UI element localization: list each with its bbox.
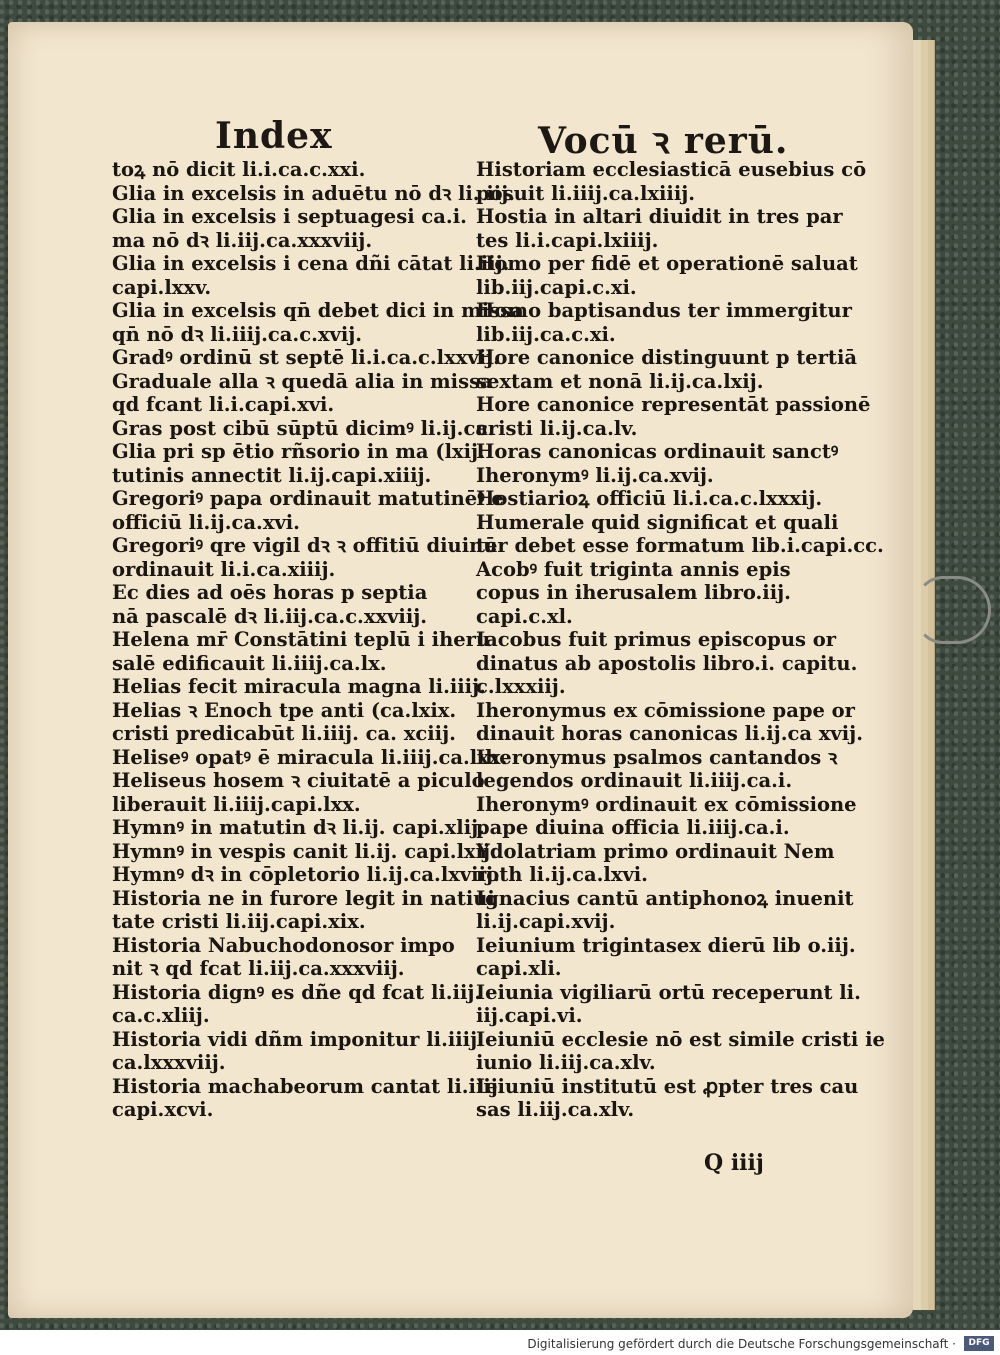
index-entry-line: legendos ordinauit li.iiij.ca.i. [476,769,793,792]
index-entry-line: Glia in excelsis i cena dñi cātat li.iij. [112,252,510,275]
index-entry-line: dinauit horas canonicas li.ij.ca xvij. [476,722,864,745]
index-entry-line: dinatus ab apostolis libro.i. capitu. [476,651,858,675]
index-entry-line: toꝝ nō dicit li.i.ca.c.xxi. [112,158,366,181]
index-entry-line: posuit li.iiij.ca.lxiiij. [476,181,696,205]
index-column-right [476,158,885,1122]
running-header-right: Vocū ꝛ rerū. [538,120,789,162]
index-entry-line: ma nō dꝛ li.iij.ca.xxxviij. [112,228,373,252]
index-entry-line: ca.lxxxviij. [112,1051,226,1074]
index-entry-line: qd fcant li.i.capi.xvi. [112,393,335,416]
index-entry-line: iij.capi.vi. [476,1004,583,1027]
index-entry-line: Ec dies ad oēs horas p septia [112,581,428,604]
index-entry-line: Hymnꝰ in vespis canit li.ij. capi.lxij. [112,839,497,863]
index-entry-line: Gras post cibū sūptū dicimꝰ li.ij.ca. [112,416,495,440]
index-entry-line: Ieiuniū ecclesie nō est simile cristi ie [476,1027,885,1051]
index-entry-line: capi.c.xl. [476,604,573,628]
index-entry-line: salē edificauit li.iiij.ca.lx. [112,651,387,675]
index-entry-line: iunio li.iij.ca.xlv. [476,1051,656,1074]
index-entry-line: Helena mr̄ Constātini teplū i iheru [112,628,491,651]
index-entry-line: cristi predicabūt li.iiij. ca. xciij. [112,722,456,745]
index-entry-line: sextam et nonā li.ij.ca.lxij. [476,369,764,393]
index-entry-line: capi.xcvi. [112,1098,214,1121]
index-entry-line: Acobꝰ fuit triginta annis epis [476,557,791,581]
index-entry-line: Gregoriꝰ papa ordinauit matutinēꝰ e [112,487,504,510]
index-entry-line: Hostia in altari diuidit in tres par [476,205,843,228]
index-entry-line: Iheronymꝰ ordinauit ex cōmissione [476,792,857,816]
index-entry-line: Heliseꝰ opatꝰ ē miracula li.iiij.ca.lxx. [112,745,508,769]
footer-bar [0,1333,1000,1355]
index-entry-line: Hore canonice representāt passionē [476,393,871,416]
index-entry-line: Homo baptisandus ter immergitur [476,299,852,322]
page-edge [928,40,935,1310]
index-entry-line: Helias fecit miracula magna li.iiij. [112,675,486,698]
index-entry-line: Ydolatriam primo ordinauit Nem [476,839,835,863]
index-entry-line: Historia machabeorum cantat li.iiij. [112,1074,505,1098]
index-entry-line: officiū li.ij.ca.xvi. [112,510,300,534]
index-entry-line: Iheronymꝰ li.ij.ca.xvij. [476,463,714,487]
index-entry-line: nit ꝛ qd fcat li.iij.ca.xxxviij. [112,957,405,980]
index-entry-line: Heliseus hosem ꝛ ciuitatē a piculo [112,769,485,792]
index-entry-line: qn̄ nō dꝛ li.iiij.ca.c.xvij. [112,322,363,346]
index-entry-line: sas li.iij.ca.xlv. [476,1098,635,1121]
index-entry-line: lib.iij.capi.c.xi. [476,275,637,299]
index-entry-line: Gradꝰ ordinū st septē li.i.ca.c.lxxvij. [112,346,500,369]
running-header-left: Index [215,115,333,157]
index-entry-line: pape diuina officia li.iiij.ca.i. [476,816,790,839]
index-entry-line: Iheronymus psalmos cantandos ꝛ [476,745,838,769]
signature-mark: Q iiij [704,1150,764,1176]
index-entry-line: Horas canonicas ordinauit sanctꝰ [476,440,839,463]
index-entry-line: nā pascalē dꝛ li.iij.ca.c.xxviij. [112,604,428,628]
index-entry-line: Hymnꝰ in matutin dꝛ li.ij. capi.xlij. [112,816,485,839]
index-entry-line: Graduale alla ꝛ quedā alia in missa [112,369,493,393]
index-entry-line: Humerale quid significat et quali [476,510,839,534]
index-entry-line: lib.iij.ca.c.xi. [476,322,616,346]
index-entry-line: Homo per fidē et operationē saluat [476,252,858,275]
index-entry-line: tate cristi li.iij.capi.xix. [112,910,366,933]
index-entry-line: Glia pri sp ētio rñsorio in ma (lxij. [112,440,485,463]
index-entry-line: li.ij.capi.xvij. [476,910,616,933]
index-entry-line: capi.xli. [476,957,562,980]
index-entry-line: Glia in excelsis i septuagesi ca.i. [112,205,467,228]
index-entry-line: ter debet esse formatum lib.i.capi.cc. [476,534,884,557]
index-entry-line: cristi li.ij.ca.lv. [476,416,638,440]
index-entry-line: copus in iherusalem libro.iij. [476,581,791,604]
index-entry-line: Historia Nabuchodonosor impo [112,933,455,957]
index-entry-line: Hymnꝰ dꝛ in cōpletorio li.ij.ca.lxviij. [112,863,500,886]
index-entry-line: Hore canonice distinguunt p tertiā [476,346,857,369]
index-entry-line: capi.lxxv. [112,275,212,299]
index-entry-line: roth li.ij.ca.lxvi. [476,863,648,886]
index-entry-line: Ieiunium trigintasex dierū lib o.iij. [476,933,856,957]
index-entry-line: Historiam ecclesiasticā eusebius cō [476,158,867,181]
index-entry-line: Hostiarioꝝ officiū li.i.ca.c.lxxxij. [476,487,823,510]
index-entry-line: tutinis annectit li.ij.capi.xiiij. [112,463,432,487]
funding-notice: Digitalisierung gefördert durch die Deutsche Forschungsgemeinschaft · [527,1337,956,1351]
index-entry-line: Historia vidi dñm imponitur li.iiij. [112,1027,484,1051]
index-entry-line: Ieiunia vigiliarū ortū receperunt li. [476,980,861,1004]
index-entry-line: Ignacius cantū antiphonoꝝ inuenit [476,886,854,910]
dfg-logo: DFG [964,1336,994,1351]
index-entry-line: Iheronymus ex cōmissione pape or [476,698,855,722]
index-entry-line: Glia in excelsis qn̄ debet dici in missa [112,299,524,322]
index-entry-line: Historia ne in furore legit in natiui [112,886,495,910]
index-entry-line: Glia in excelsis in aduētu nō dꝛ li. iij. [112,181,516,205]
index-entry-line: Historia dignꝰ es dñe qd fcat li.iij. [112,980,482,1004]
index-entry-line: Ieiuniū institutū est ꝓpter tres cau [476,1074,859,1098]
index-entry-line: ordinauit li.i.ca.xiiij. [112,557,336,581]
index-entry-line: Gregoriꝰ qre vigil dꝛ ꝛ offitiū diuinū [112,534,498,557]
index-entry-line: tes li.i.capi.lxiiij. [476,228,659,252]
index-entry-line: Helias ꝛ Enoch tpe anti (ca.lxix. [112,698,457,722]
book-clasp [915,576,991,644]
index-entry-line: ca.c.xliij. [112,1004,210,1027]
index-entry-line: c.lxxxiij. [476,675,566,698]
index-entry-line: Iacobus fuit primus episcopus or [476,628,837,651]
index-entry-line: liberauit li.iiij.capi.lxx. [112,792,361,816]
